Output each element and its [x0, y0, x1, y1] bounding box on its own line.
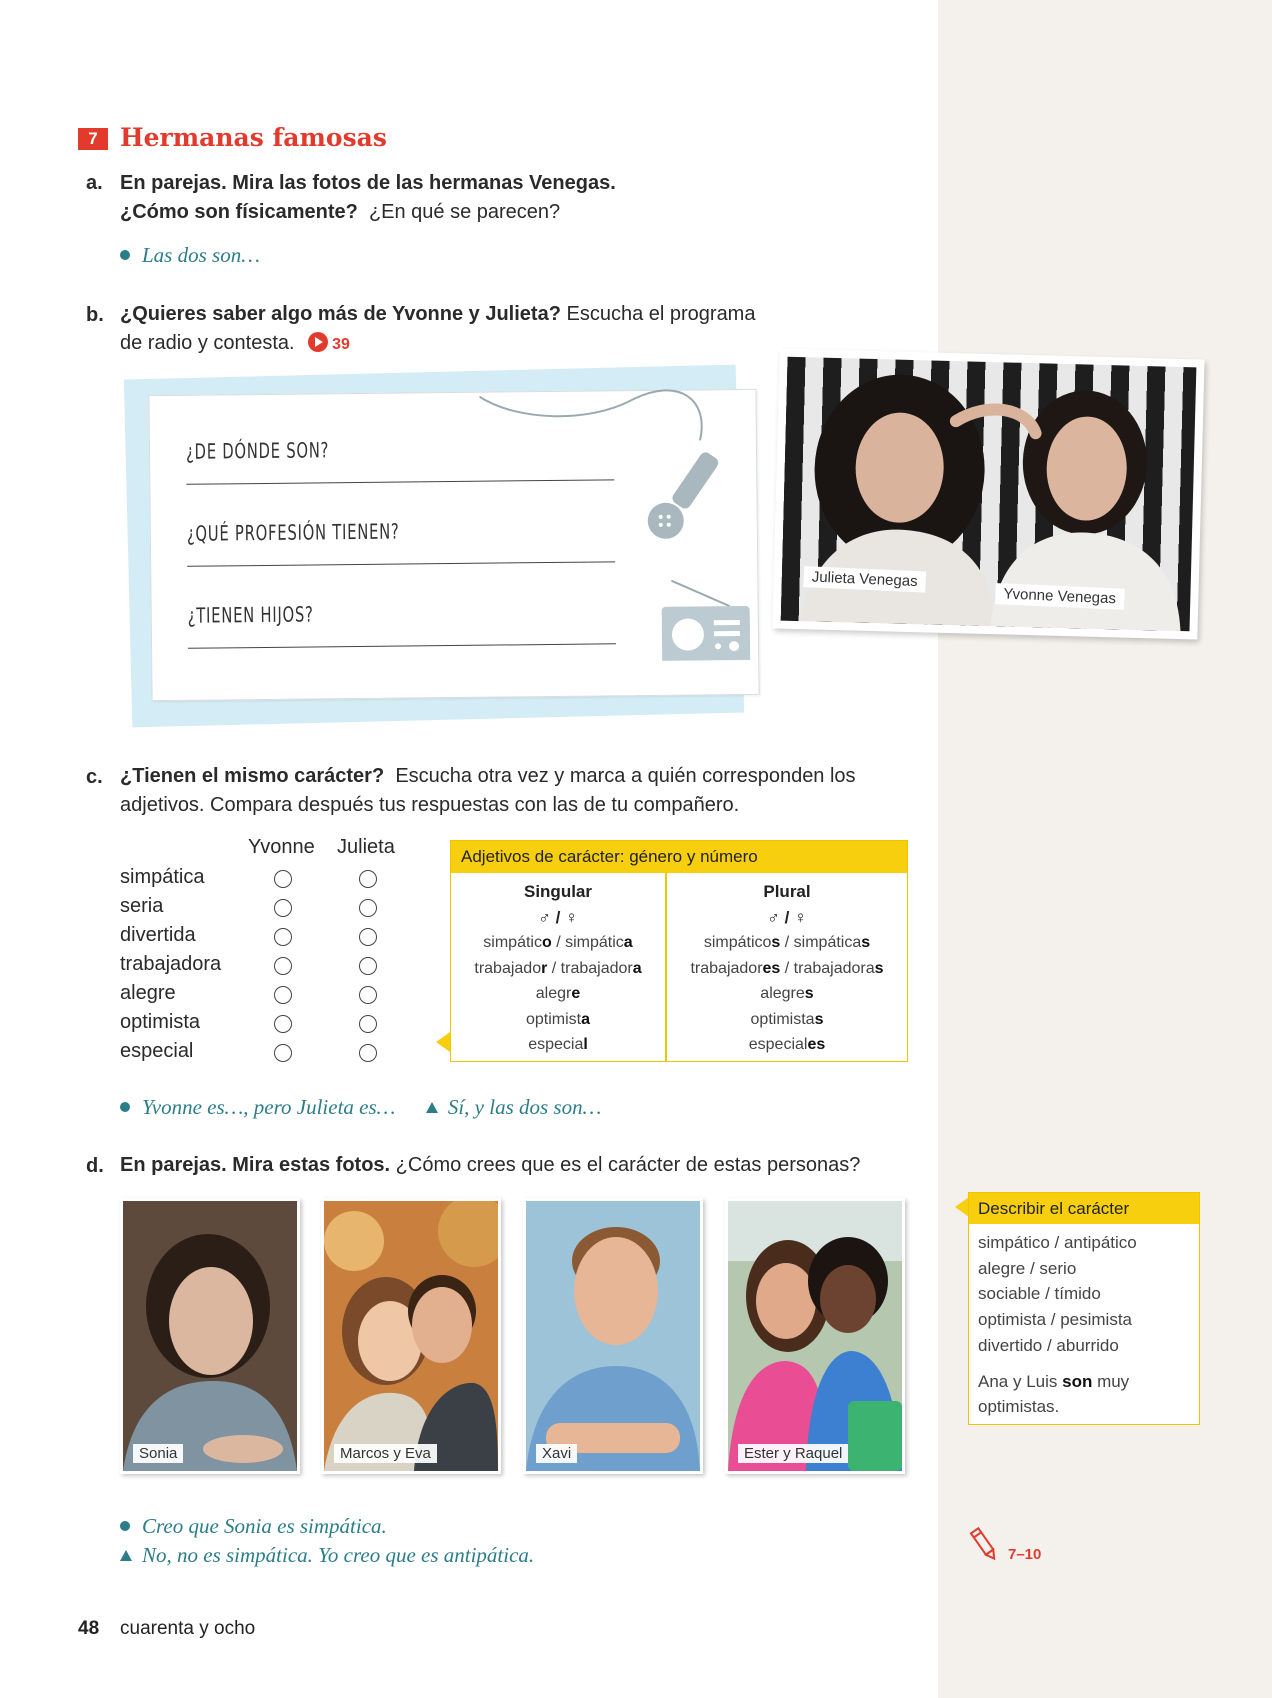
- grammar-stem: optimista: [750, 1010, 815, 1028]
- grammar-ending: e: [571, 985, 581, 1002]
- item-d-text: [120, 1151, 920, 1180]
- item-d-prompt-2: [120, 1543, 534, 1568]
- grammar-ending: s: [874, 959, 884, 977]
- radio-julieta[interactable]: [359, 957, 377, 975]
- grammar-singular-column: [451, 879, 665, 1058]
- item-a-text: [120, 169, 900, 227]
- grammar-stem: / simpática: [780, 934, 862, 951]
- item-a-bold-1: En parejas. Mira las fotos de las hermanas Venegas.: [120, 172, 616, 194]
- grammar-form: [451, 981, 665, 1007]
- grammar-ending: s: [804, 985, 814, 1002]
- grammar-ending: r: [541, 959, 548, 977]
- item-a-letter: a.: [86, 172, 103, 194]
- item-d-letter: d.: [86, 1155, 104, 1177]
- grammar-singular-head: Singular: [523, 882, 592, 901]
- photo-label-xavi: Xavi: [536, 1444, 577, 1463]
- grammar-form: [451, 1032, 665, 1058]
- grammar-stem: trabajado: [474, 959, 542, 977]
- audio-play-icon[interactable]: [308, 332, 328, 352]
- grammar-form: [666, 1007, 908, 1033]
- grammar-ending: a: [632, 959, 642, 977]
- sisters-illustration: [781, 357, 1197, 632]
- two-women-illustration: [728, 1201, 902, 1471]
- grammar-stem: / trabajadora: [780, 959, 875, 977]
- item-d-prompt-1: [120, 1514, 387, 1539]
- photo-label-yvonne: Yvonne Venegas: [995, 583, 1124, 610]
- item-d-rest: ¿Cómo crees que es el carácter de estas personas?: [395, 1154, 861, 1176]
- item-c-rest-2: adjetivos. Compara después tus respuestas con las de tu compañero.: [120, 794, 740, 816]
- photo-label-julieta: Julieta Venegas: [803, 566, 926, 592]
- example-post: muy optimistas.: [978, 1371, 1130, 1417]
- adjective-label: divertida: [120, 924, 196, 946]
- item-c-prompt-1: Yvonne es…, pero Julieta es…: [142, 1095, 396, 1119]
- column-julieta: Julieta: [337, 836, 395, 858]
- grammar-title: Adjetivos de carácter: género y número: [451, 841, 907, 873]
- radio-julieta[interactable]: [359, 986, 377, 1004]
- item-d-prompt-1-text: Creo que Sonia es simpática.: [142, 1514, 387, 1538]
- radio-yvonne[interactable]: [274, 1044, 292, 1062]
- grammar-stem: / trabajador: [547, 959, 633, 977]
- item-c-prompts: [120, 1095, 601, 1120]
- photo-marcos-eva: [321, 1198, 501, 1474]
- card-question-1: ¿DE DÓNDE SON?: [185, 438, 330, 464]
- photo-label-sonia: Sonia: [133, 1444, 183, 1463]
- grammar-stem: alegr: [535, 985, 572, 1002]
- radio-yvonne[interactable]: [274, 870, 292, 888]
- grammar-ending: o: [541, 934, 552, 951]
- radio-julieta[interactable]: [359, 1015, 377, 1033]
- character-pair: simpático / antipático: [978, 1233, 1137, 1252]
- grammar-form: [451, 956, 665, 982]
- grammar-stem: especia: [528, 1036, 584, 1053]
- radio-yvonne[interactable]: [274, 1015, 292, 1033]
- grammar-stem: simpático: [703, 934, 772, 951]
- grammar-form: [666, 981, 908, 1007]
- radio-yvonne[interactable]: [274, 986, 292, 1004]
- microphone-radio-illustration: [479, 360, 752, 663]
- photo-xavi-image: [526, 1201, 700, 1471]
- radio-icon: [661, 580, 750, 663]
- example-bold: son: [1062, 1371, 1093, 1391]
- grammar-ending: a: [623, 934, 633, 951]
- venegas-sisters-photo: [772, 348, 1204, 639]
- example-pre: Ana y Luis: [978, 1371, 1063, 1391]
- person-illustration: [526, 1201, 700, 1471]
- bullet-dot-icon: [120, 1521, 130, 1531]
- section-title: Hermanas famosas: [120, 123, 387, 152]
- photo-image: [781, 357, 1197, 632]
- describe-character-example: [969, 1365, 1199, 1424]
- gender-symbols: ♂ / ♀: [767, 907, 807, 927]
- bullet-dot-icon: [120, 1102, 130, 1112]
- item-c-bold: ¿Tienen el mismo carácter?: [120, 765, 385, 787]
- radio-julieta[interactable]: [359, 1044, 377, 1062]
- item-c-prompt-2: Sí, y las dos son…: [447, 1095, 602, 1119]
- radio-yvonne[interactable]: [274, 928, 292, 946]
- grammar-ending: es: [762, 959, 781, 977]
- couple-illustration: [324, 1201, 498, 1471]
- item-b-rest-2: de radio y contesta.: [120, 332, 295, 354]
- item-a-prompt-text: Las dos son…: [142, 243, 260, 267]
- person-illustration: [123, 1201, 297, 1471]
- photo-sonia: [120, 1198, 300, 1474]
- exercise-reference[interactable]: 7–10: [1008, 1546, 1042, 1563]
- grammar-pointer: [436, 1032, 450, 1052]
- audio-track-number[interactable]: 39: [332, 336, 350, 353]
- page-number: 48: [78, 1618, 100, 1639]
- character-pair: optimista / pesimista: [978, 1310, 1132, 1330]
- grammar-box: [450, 840, 908, 1062]
- radio-julieta[interactable]: [359, 928, 377, 946]
- item-b-rest-1: Escucha el programa: [566, 303, 756, 325]
- describe-character-title: Describir el carácter: [969, 1193, 1199, 1224]
- describe-character-box: [968, 1192, 1200, 1425]
- bullet-dot-icon: [120, 250, 130, 260]
- photo-sonia-image: [123, 1201, 297, 1471]
- photo-ester-raquel: [725, 1198, 905, 1474]
- grammar-stem: simpátic: [483, 934, 542, 951]
- adjective-label: alegre: [120, 982, 176, 1004]
- grammar-form: [451, 930, 665, 956]
- photo-xavi: [523, 1198, 703, 1474]
- adjective-label: simpática: [120, 866, 205, 888]
- adjective-label: especial: [120, 1040, 194, 1062]
- item-a-bold-2: ¿Cómo son físicamente?: [120, 201, 358, 223]
- radio-julieta[interactable]: [359, 870, 377, 888]
- item-d-prompt-2-text: No, no es simpática. Yo creo que es antipática.: [142, 1543, 535, 1567]
- grammar-ending: l: [583, 1036, 588, 1053]
- grammar-ending: s: [771, 934, 781, 951]
- grammar-form: [666, 956, 908, 982]
- item-a-prompt: [120, 243, 260, 268]
- grammar-ending: es: [807, 1036, 826, 1053]
- item-d-bold: En parejas. Mira estas fotos.: [120, 1154, 391, 1176]
- grammar-ending: a: [581, 1010, 591, 1028]
- character-pair: alegre / serio: [978, 1258, 1077, 1278]
- grammar-ending: s: [861, 934, 871, 951]
- bullet-triangle-icon: [426, 1102, 438, 1113]
- page-number-words: cuarenta y ocho: [120, 1618, 256, 1639]
- sidebar-pointer: [955, 1197, 969, 1217]
- section-number: 7: [78, 128, 108, 150]
- sidebar-background: [938, 0, 1272, 1698]
- pencil-icon: [968, 1526, 1000, 1564]
- adjective-label: optimista: [120, 1011, 201, 1033]
- radio-yvonne[interactable]: [274, 899, 292, 917]
- grammar-plural-head: Plural: [763, 882, 811, 901]
- bullet-triangle-icon: [120, 1550, 132, 1561]
- adjective-label: trabajadora: [120, 953, 222, 975]
- grammar-stem: alegre: [760, 985, 805, 1002]
- grammar-stem: optimist: [525, 1010, 582, 1028]
- character-pairs-list: [969, 1224, 1199, 1365]
- grammar-form: [666, 1032, 908, 1058]
- character-pair: divertido / aburrido: [978, 1335, 1119, 1355]
- photo-label-marcos-eva: Marcos y Eva: [334, 1444, 437, 1463]
- item-c-rest-1: Escucha otra vez y marca a quién corresponden los: [395, 765, 856, 787]
- microphone-icon: [647, 450, 721, 539]
- item-b-letter: b.: [86, 304, 104, 326]
- item-a-rest: ¿En qué se parecen?: [368, 201, 561, 223]
- grammar-stem: trabajador: [690, 959, 763, 977]
- grammar-stem: especial: [748, 1036, 808, 1053]
- adjective-label: seria: [120, 895, 164, 917]
- card-question-2: ¿QUÉ PROFESIÓN TIENEN?: [186, 519, 400, 546]
- item-b-bold: ¿Quieres saber algo más de Yvonne y Julieta?: [120, 303, 561, 325]
- item-c-letter: c.: [86, 766, 103, 788]
- item-c-text: [120, 762, 910, 820]
- grammar-form: [451, 1007, 665, 1033]
- radio-yvonne[interactable]: [274, 957, 292, 975]
- note-card: [148, 389, 759, 701]
- grammar-ending: s: [814, 1010, 824, 1028]
- column-yvonne: Yvonne: [248, 836, 315, 858]
- photo-label-ester-raquel: Ester y Raquel: [738, 1444, 848, 1463]
- grammar-plural-column: [666, 879, 908, 1058]
- photo-marcos-eva-image: [324, 1201, 498, 1471]
- grammar-form: [666, 930, 908, 956]
- radio-julieta[interactable]: [359, 899, 377, 917]
- photo-ester-raquel-image: [728, 1201, 902, 1471]
- character-pair: sociable / tímido: [978, 1284, 1101, 1304]
- gender-symbols: ♂ / ♀: [538, 907, 578, 927]
- grammar-stem: / simpátic: [551, 934, 624, 951]
- card-question-3: ¿TIENEN HIJOS?: [187, 602, 314, 628]
